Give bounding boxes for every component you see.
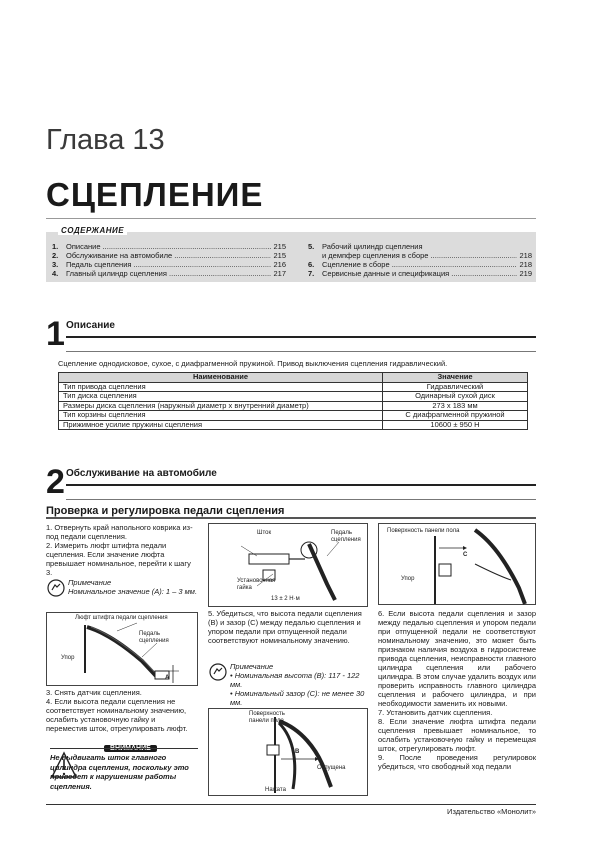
toc-item-page: 215 xyxy=(273,251,286,260)
section-rule xyxy=(66,484,536,486)
toc-item-title: Сцепление в сборе ..... xyxy=(322,260,517,269)
toc-item-page: 217 xyxy=(273,269,286,278)
step-3: 3. Снять датчик сцепления. xyxy=(46,688,142,697)
column-3-steps xyxy=(378,609,536,771)
note-bullet: • Номинальный зазор (С): не менее 30 мм. xyxy=(230,689,365,707)
step-1: 1. Отвернуть край напольного коврика из-под педали сцепления. xyxy=(46,523,193,541)
step-7: 7. Установить датчик сцепления. xyxy=(378,708,493,717)
toc-item-number: 2. xyxy=(52,251,59,260)
note-block xyxy=(208,662,368,707)
step-4: 4. Если высота педали сцепления не соответствует номинальному значению, ослабить установочную гайку и переместив шток, отрегулировать люфт. xyxy=(46,697,188,733)
figure-label: Педаль сцепления xyxy=(139,631,169,644)
table-header-name: Наименование xyxy=(59,373,383,383)
figure-label: A xyxy=(165,675,170,681)
toc-item[interactable] xyxy=(308,260,532,269)
toc-item-number: 6. xyxy=(308,260,315,269)
table-header-row xyxy=(59,373,528,383)
publisher-footer: Издательство «Монолит» xyxy=(447,807,536,816)
toc-item-title: Главный цилиндр сцепления ..... xyxy=(66,269,271,278)
toc-item-title: Педаль сцепления ..... xyxy=(66,260,271,269)
toc-item-page: 215 xyxy=(273,242,286,251)
table-cell: Прижимное усилие пружины сцепления xyxy=(59,420,383,430)
toc-item-number: 5. xyxy=(308,242,315,251)
figure-label: Отпущена xyxy=(317,765,346,771)
figure-label: Шток xyxy=(257,530,272,536)
table-cell: Тип диска сцепления xyxy=(59,392,383,402)
table-cell: 10600 ± 950 Н xyxy=(383,420,528,430)
subsection-title: Проверка и регулировка педали сцепления xyxy=(46,505,285,517)
note-title: Примечание xyxy=(68,578,112,587)
chapter-title: СЦЕПЛЕНИЕ xyxy=(46,176,264,213)
toc-item-number: 1. xyxy=(52,242,59,251)
figure-pedal-height xyxy=(208,708,368,796)
toc-item-page: 218 xyxy=(519,251,532,260)
figure-label: Поверхность панели пола xyxy=(387,528,460,534)
toc-item-continuation[interactable] xyxy=(308,251,532,260)
figure-label: Люфт штифта педали сцепления xyxy=(75,615,168,621)
figure-label: Упор xyxy=(401,576,415,582)
toc-item-number: 7. xyxy=(308,269,315,278)
toc-item-title: и демпфер сцепления в сборе ..... xyxy=(322,251,517,260)
toc-item[interactable] xyxy=(308,242,532,251)
section-1-header xyxy=(46,316,536,352)
table-header-value: Значение xyxy=(383,373,528,383)
table-cell: 273 x 183 мм xyxy=(383,401,528,411)
step-2: 2. Измерить люфт штифта педали сцепления. Если значение люфта превышает номинальное, перейти к шагу 3. xyxy=(46,541,191,577)
figure-label: Установочная гайка xyxy=(237,578,276,591)
figure-pedal-gap xyxy=(378,523,536,605)
note-block xyxy=(46,578,198,596)
table-cell: Гидравлический xyxy=(383,382,528,392)
footer-divider xyxy=(46,804,536,805)
figure-pedal-play xyxy=(46,612,198,686)
warning-block xyxy=(46,737,198,797)
step-8: 8. Если значение люфта штифта педали сцепления превышает номинальное, то ослабить установочную гайку и перемещая шток, отрегулировать люфт. xyxy=(378,717,536,753)
section-2-header xyxy=(46,464,536,500)
toc-label: СОДЕРЖАНИЕ xyxy=(58,226,127,235)
note-title: Примечание xyxy=(230,662,274,671)
toc-left-column xyxy=(52,242,286,278)
section-rule-bottom xyxy=(66,351,536,352)
step-9: 9. После проведения регулировок убедиться, что свободный ход педали xyxy=(378,753,536,771)
step-5: 5. Убедиться, что высота педали сцепления (В) и зазор (С) между педалью сцепления и упором педали при отпущенной педали соответствуют номинальному значению. xyxy=(208,609,362,645)
figure-label: B xyxy=(295,749,300,755)
toc-item-page: 218 xyxy=(519,260,532,269)
figure-label: 13 ± 2 Н·м xyxy=(271,596,300,602)
table-of-contents xyxy=(46,226,536,282)
section-rule-bottom xyxy=(66,499,536,500)
figure-label: Педаль сцепления xyxy=(331,530,361,543)
table-cell: Одинарный сухой диск xyxy=(383,392,528,402)
note-hand-icon xyxy=(208,662,228,682)
table-cell: Тип корзины сцепления xyxy=(59,411,383,421)
toc-item[interactable] xyxy=(308,269,532,278)
table-row xyxy=(59,392,528,402)
column-1-steps-b xyxy=(46,688,198,733)
figure-pushrod xyxy=(208,523,368,607)
toc-item[interactable] xyxy=(52,269,286,278)
subsection-header xyxy=(46,501,536,519)
table-cell: С диафрагменной пружиной xyxy=(383,411,528,421)
toc-item-number: 4. xyxy=(52,269,59,278)
section-rule xyxy=(66,336,536,338)
pedal-gap-diagram xyxy=(379,524,537,606)
warning-text: Не выдвигать шток главного цилиндра сцепления, поскольку это приведет к нарушениям работы сцепления. xyxy=(50,748,198,791)
figure-label: Поверхность панели пола xyxy=(249,711,285,724)
toc-item-number: 3. xyxy=(52,260,59,269)
table-row xyxy=(59,411,528,421)
toc-item-title: Описание ..... xyxy=(66,242,271,251)
note-text: Номинальное значение (А): 1 – 3 мм. xyxy=(68,587,198,596)
toc-item-page: 216 xyxy=(273,260,286,269)
toc-right-column xyxy=(308,242,532,278)
figure-label: Нажата xyxy=(265,787,286,793)
warning-label: ВНИМАНИЕ xyxy=(104,745,157,752)
chapter-number: Глава 13 xyxy=(46,124,165,156)
section-title: Обслуживание на автомобиле xyxy=(66,468,217,479)
pedal-play-diagram xyxy=(47,613,199,687)
figure-label: C xyxy=(463,552,468,558)
toc-item[interactable] xyxy=(52,242,286,251)
step-6: 6. Если высота педали сцепления и зазор между педалью сцепления и упором педали при отпущенной педали не соответствуют номинальному значению, это может быть признаком наличия воздуха в гидросистеме привода сцепления, неисправности главного цилиндра сцепления или рабочего цилиндра. В этом случае удалить воздух или проверить исправность главного цилиндра сцепления и рабочего цилиндра, и при необходимости заменить их новыми. xyxy=(378,609,536,708)
title-divider xyxy=(46,218,536,219)
section-intro-text: Сцепление однодисковое, сухое, с диафрагменной пружиной. Привод выключения сцепления гидравлический. xyxy=(58,359,448,368)
column-2-steps xyxy=(208,609,368,645)
section-number: 2 xyxy=(46,463,65,501)
toc-item-title: Обслуживание на автомобиле ..... xyxy=(66,251,271,260)
note-bullet: • Номинальная высота (В): 117 - 122 мм. xyxy=(230,671,360,689)
table-cell: Размеры диска сцепления (наружный диаметр x внутренний диаметр) xyxy=(59,401,383,411)
table-cell: Тип привода сцепления xyxy=(59,382,383,392)
column-1-steps xyxy=(46,523,198,577)
section-number: 1 xyxy=(46,315,65,353)
toc-item[interactable] xyxy=(52,260,286,269)
toc-item-page: 219 xyxy=(519,269,532,278)
figure-label: Упор xyxy=(61,655,75,661)
section-title: Описание xyxy=(66,320,115,331)
toc-item-title: Рабочий цилиндр сцепления xyxy=(322,242,423,251)
spec-table xyxy=(58,372,528,430)
table-row xyxy=(59,420,528,430)
toc-item-title: Сервисные данные и спецификация ..... xyxy=(322,269,517,278)
note-hand-icon xyxy=(46,578,66,598)
toc-item[interactable] xyxy=(52,251,286,260)
